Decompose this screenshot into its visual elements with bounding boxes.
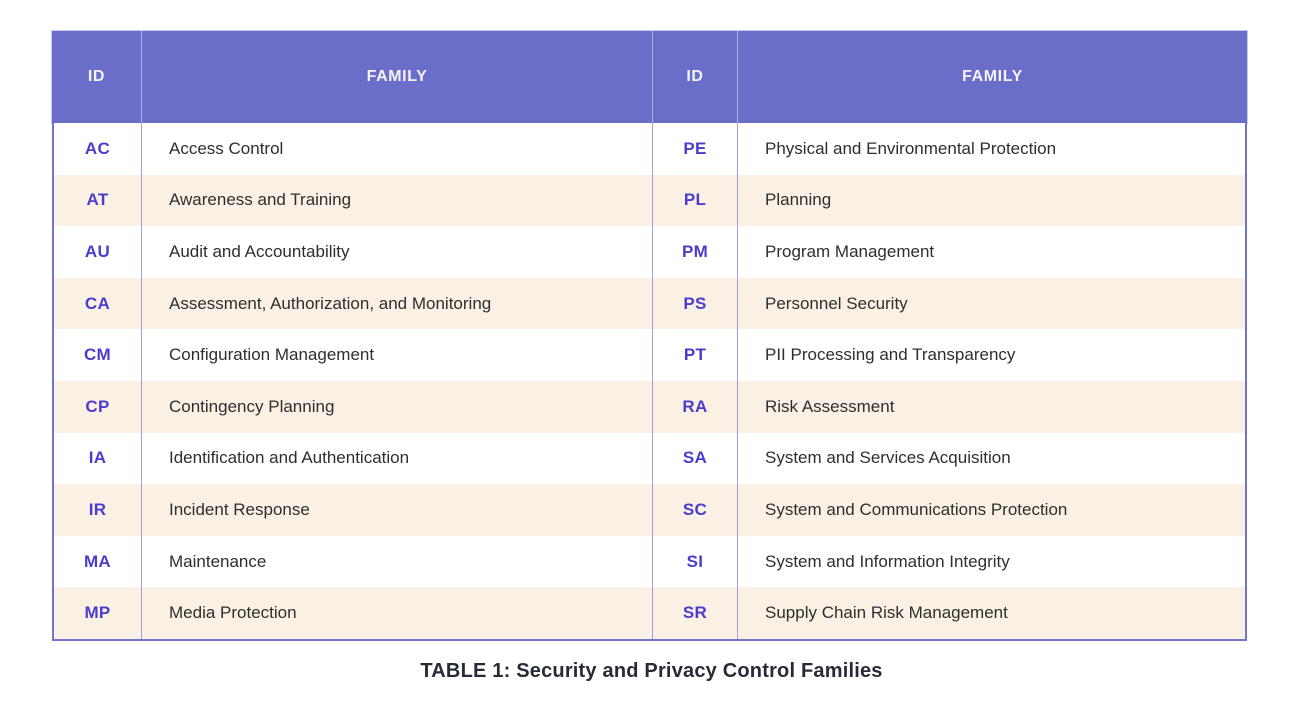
table-row — [54, 278, 1245, 330]
control-family-cell: Awareness and Training — [141, 175, 652, 227]
table-row — [54, 484, 1245, 536]
control-id-cell: IA — [88, 448, 107, 468]
control-family-cell: Incident Response — [141, 484, 652, 536]
control-id-cell: AU — [84, 241, 111, 261]
control-id-cell: PM — [652, 226, 737, 278]
control-family-cell: Personnel Security — [737, 278, 1245, 330]
control-id-cell: CM — [83, 345, 112, 365]
control-family-cell: Program Management — [737, 226, 1245, 278]
control-id-cell: AT — [86, 190, 109, 210]
control-family-cell: Identification and Authentication — [141, 433, 652, 485]
control-families-table — [52, 31, 1247, 641]
control-family-cell: Contingency Planning — [141, 381, 652, 433]
control-id-cell: CP — [85, 396, 110, 416]
control-id-cell: IR — [88, 499, 107, 519]
header-id-left: ID — [87, 68, 106, 85]
table-caption: TABLE 1: Security and Privacy Control Families — [420, 660, 883, 682]
table-row — [54, 381, 1245, 433]
control-family-cell: System and Services Acquisition — [737, 433, 1245, 485]
table-row — [54, 123, 1245, 175]
table-row — [54, 536, 1245, 588]
control-family-cell: Audit and Accountability — [141, 226, 652, 278]
table-body — [52, 123, 1247, 641]
control-id-cell: MA — [83, 551, 112, 571]
control-family-cell: Maintenance — [141, 536, 652, 588]
control-id-cell: SR — [652, 587, 737, 639]
table-row — [54, 587, 1245, 639]
control-family-cell: Planning — [737, 175, 1245, 227]
header-id-right: ID — [652, 31, 737, 123]
control-family-cell: Media Protection — [141, 587, 652, 639]
control-id-cell: MP — [84, 603, 111, 623]
table-row — [54, 433, 1245, 485]
header-family-left: FAMILY — [141, 31, 652, 123]
control-id-cell: SI — [652, 536, 737, 588]
control-id-cell: PS — [652, 278, 737, 330]
control-family-cell: PII Processing and Transparency — [737, 329, 1245, 381]
control-family-cell: System and Information Integrity — [737, 536, 1245, 588]
control-id-cell: AC — [84, 138, 111, 158]
table-row — [54, 175, 1245, 227]
control-id-cell: SA — [652, 433, 737, 485]
control-id-cell: PE — [652, 123, 737, 175]
control-id-cell: SC — [652, 484, 737, 536]
table-row — [54, 329, 1245, 381]
control-id-cell: RA — [652, 381, 737, 433]
control-id-cell: CA — [84, 293, 111, 313]
control-family-cell: Access Control — [141, 123, 652, 175]
control-family-cell: Risk Assessment — [737, 381, 1245, 433]
control-id-cell: PT — [652, 329, 737, 381]
table-header-row — [52, 31, 1247, 123]
header-family-right: FAMILY — [737, 31, 1247, 123]
control-family-cell: Supply Chain Risk Management — [737, 587, 1245, 639]
control-id-cell: PL — [652, 175, 737, 227]
control-family-cell: Physical and Environmental Protection — [737, 123, 1245, 175]
control-family-cell: System and Communications Protection — [737, 484, 1245, 536]
table-row — [54, 226, 1245, 278]
control-family-cell: Configuration Management — [141, 329, 652, 381]
control-family-cell: Assessment, Authorization, and Monitoring — [141, 278, 652, 330]
